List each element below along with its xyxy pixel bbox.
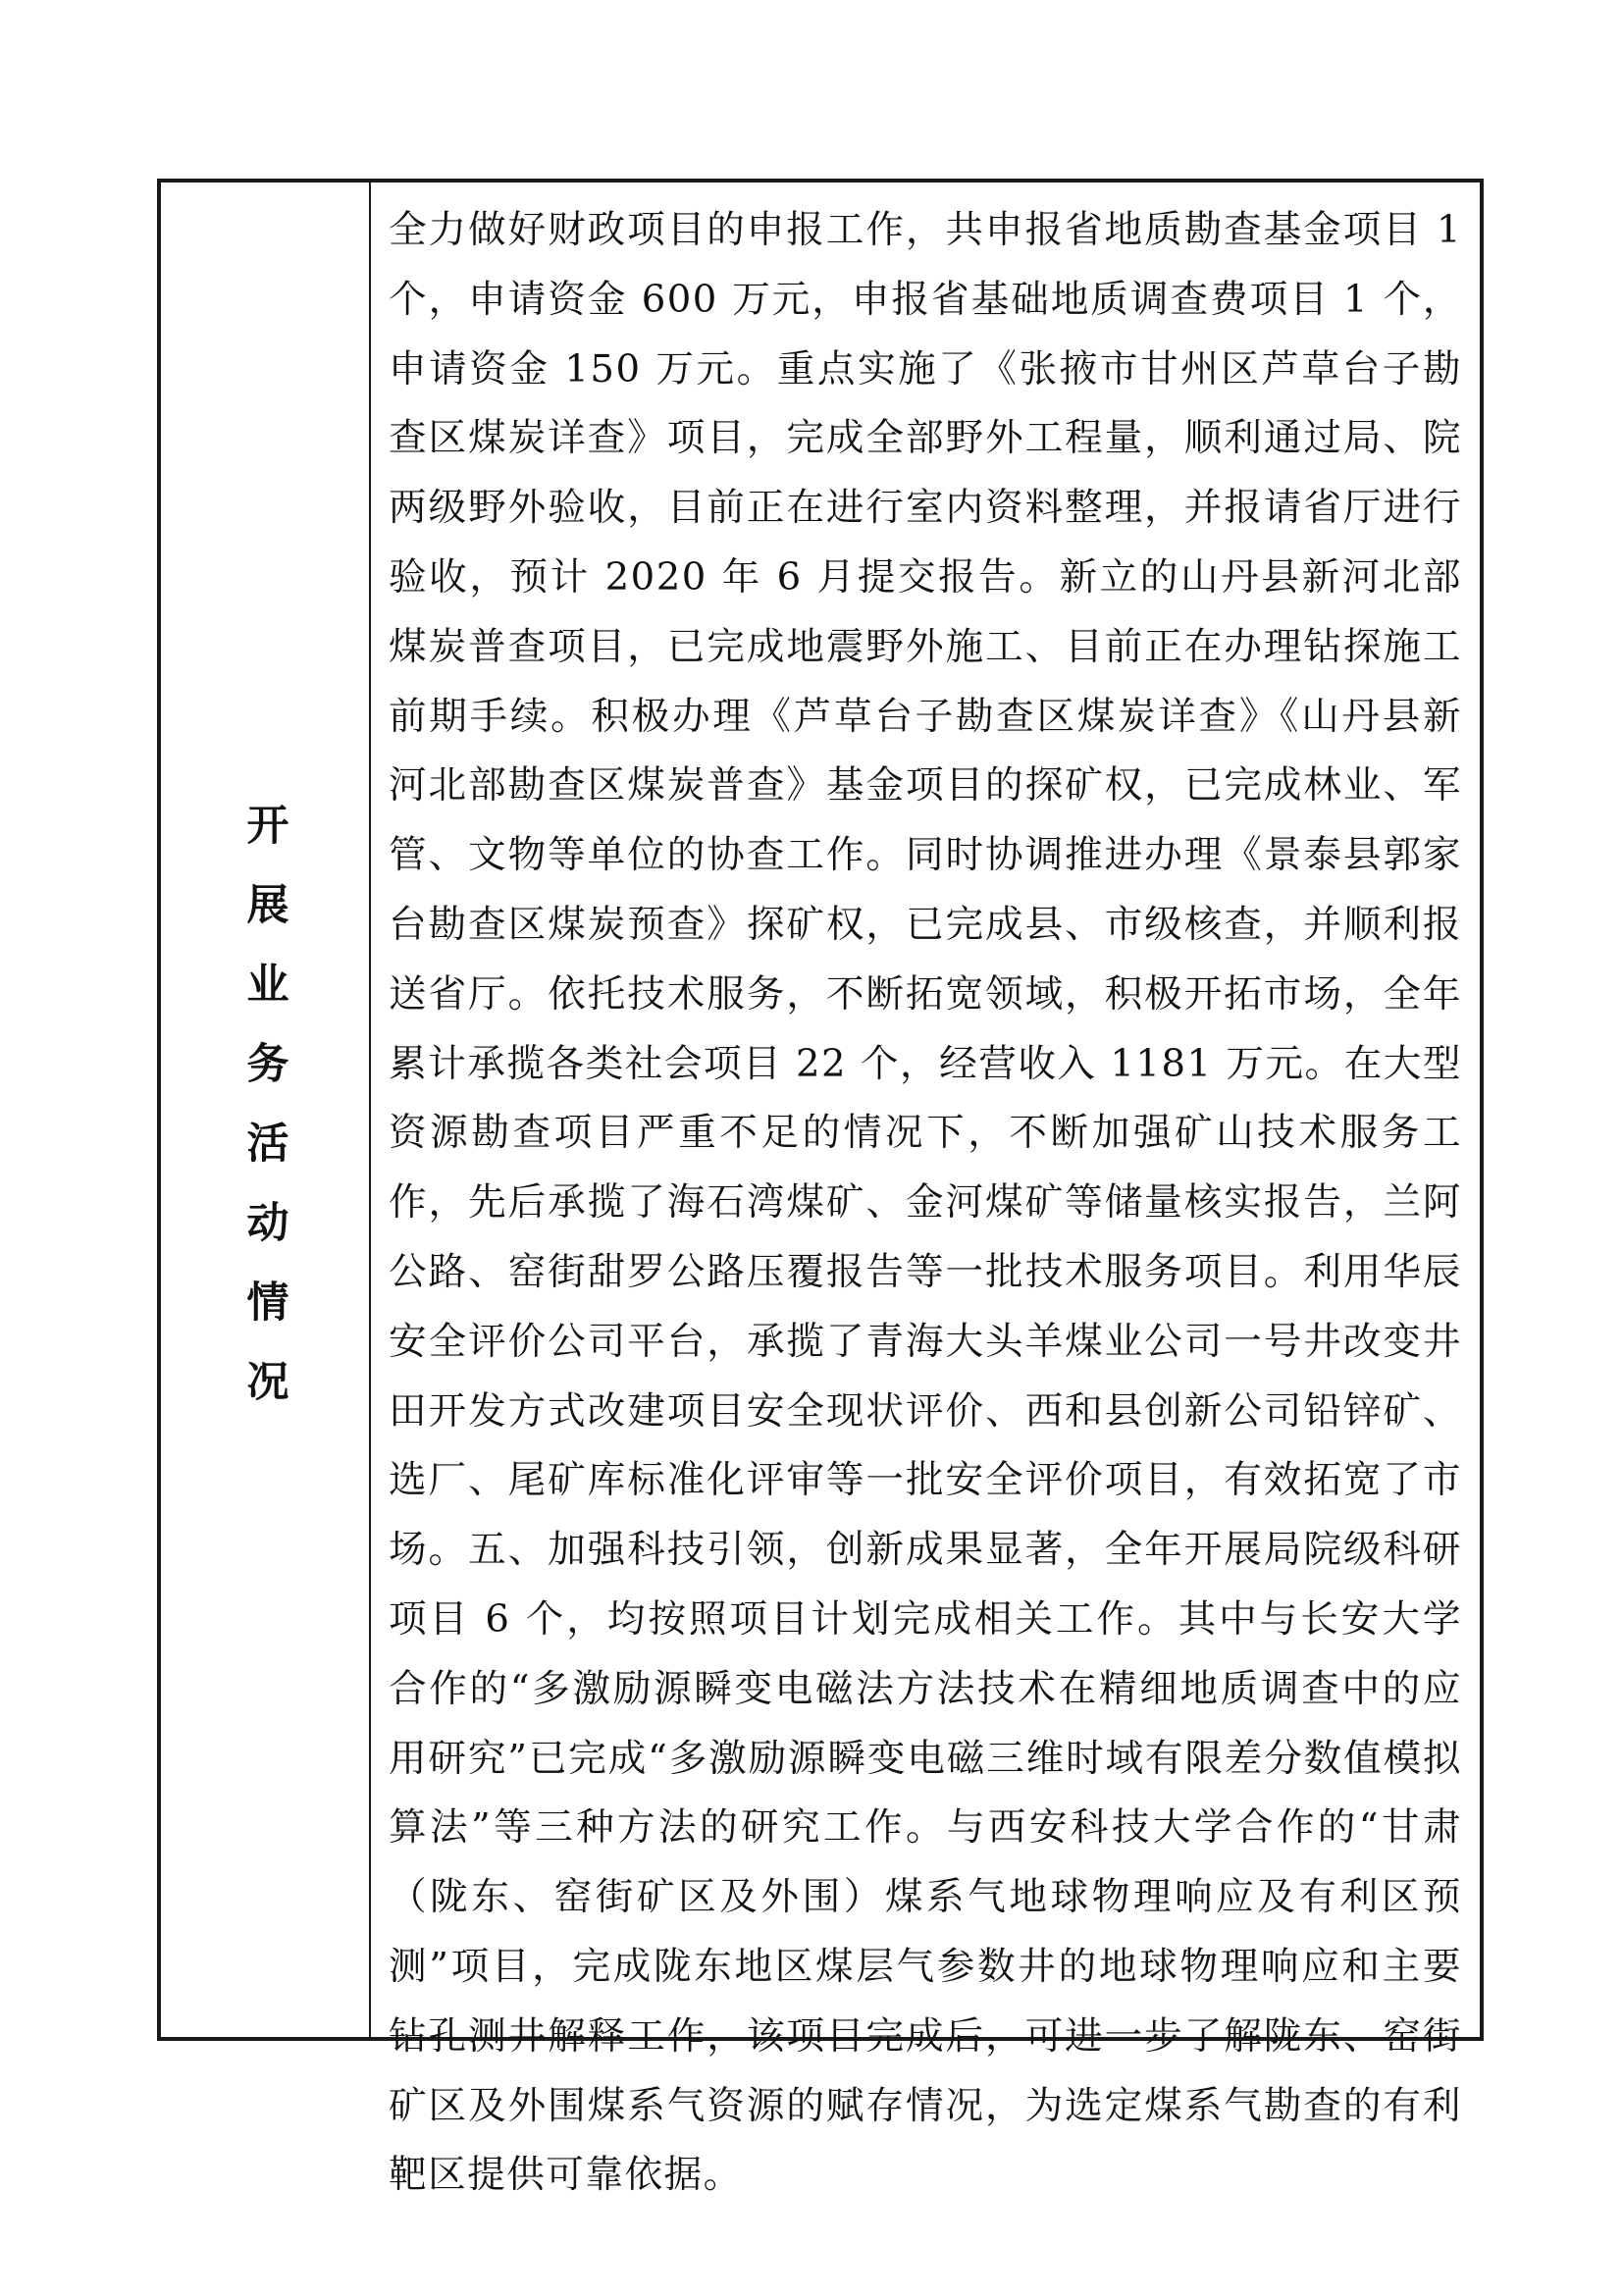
activity-table: [157, 179, 1484, 2198]
section-label: 开展业务活动情况: [239, 803, 289, 1438]
label-cell: [161, 183, 371, 2037]
content-cell: [371, 183, 1480, 2198]
activity-description: 全力做好财政项目的申报工作，共申报省地质勘查基金项目 1 个，申请资金 600 万元，申报省基础地质调查费项目 1 个，申请资金 150 万元。重点实施了《张掖市甘州区芦草台子勘查区煤炭详查》项目，完成全部野外工程量，顺利通过局、院两级野外验收，目前正在进行室内资料整理，并报请省厅进行验收，预计 2020 年 6 月提交报告。新立的山丹县新河北部煤炭普查项目，已完成地震野外施工、目前正在办理钻探施工前期手续。积极办理《芦草台子勘查区煤炭详查》《山丹县新河北部勘查区煤炭普查》基金项目的探矿权，已完成林业、军管、文物等单位的协查工作。同时协调推进办理《景泰县郭家台勘查区煤炭预查》探矿权，已完成县、市级核查，并顺利报送省厅。依托技术服务，不断拓宽领域，积极开拓市场，全年累计承揽各类社会项目 22 个，经营收入 1181 万元。在大型资源勘查项目严重不足的情况下，不断加强矿山技术服务工作，先后承揽了海石湾煤矿、金河煤矿等储量核实报告，兰阿公路、窑街甜罗公路压覆报告等一批技术服务项目。利用华辰安全评价公司平台，承揽了青海大头羊煤业公司一号井改变井田开发方式改建项目安全现状评价、西和县创新公司铅锌矿、选厂、尾矿库标准化评审等一批安全评价项目，有效拓宽了市场。五、加强科技引领，创新成果显著，全年开展局院级科研项目 6 个，均按照项目计划完成相关工作。其中与长安大学合作的“多激励源瞬变电磁法方法技术在精细地质调查中的应用研究”已完成“多激励源瞬变电磁三维时域有限差分数值模拟算法”等三种方法的研究工作。与西安科技大学合作的“甘肃（陇东、窑街矿区及外围）煤系气地球物理响应及有利区预测”项目，完成陇东地区煤层气参数井的地球物理响应和主要钻孔测井解释工作，该项目完成后，可进一步了解陇东、窑街矿区及外围煤系气资源的赋存情况，为选定煤系气勘查的有利靶区提供可靠依据。: [389, 208, 1462, 2198]
